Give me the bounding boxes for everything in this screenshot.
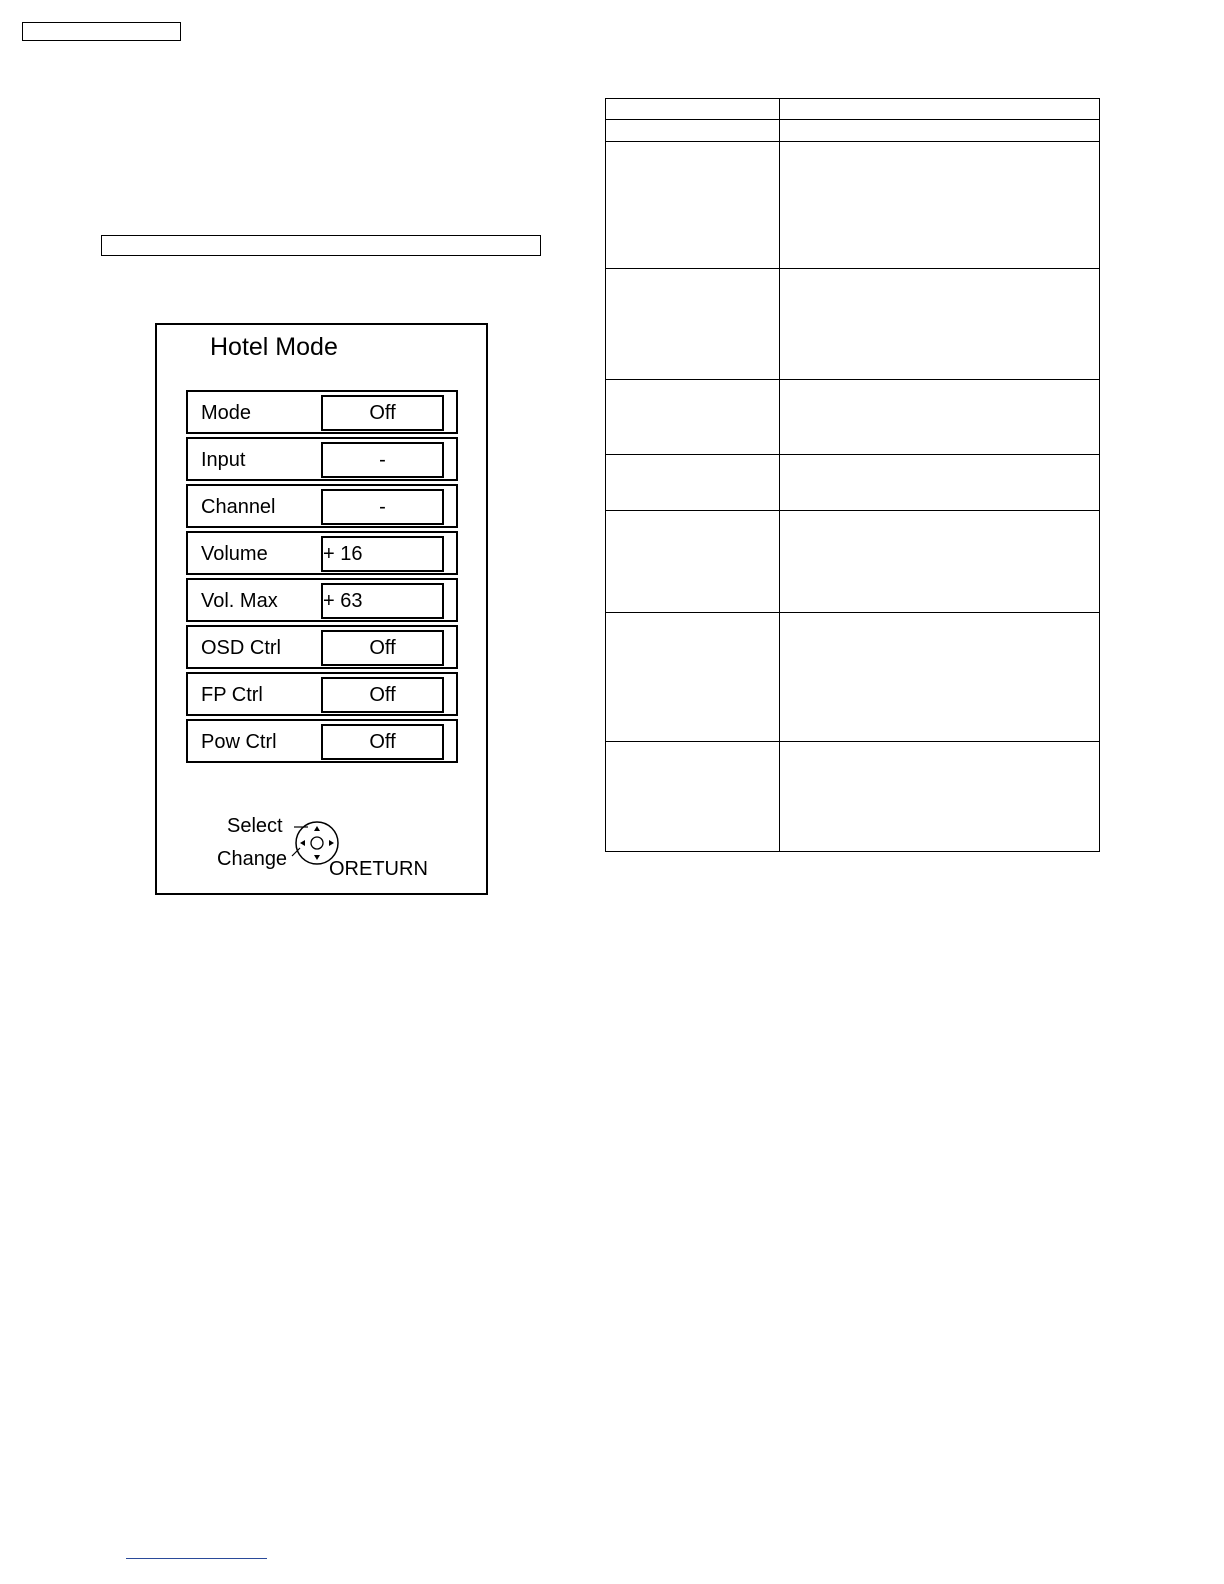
menu-title: Hotel Mode xyxy=(210,333,338,361)
row-value[interactable]: Off xyxy=(321,630,444,666)
table-row xyxy=(606,380,1100,455)
table-row xyxy=(606,613,1100,742)
row-label: OSD Ctrl xyxy=(201,637,281,659)
menu-row-fp-ctrl[interactable] xyxy=(186,672,458,716)
menu-row-volume[interactable] xyxy=(186,531,458,575)
row-value[interactable]: Off xyxy=(321,395,444,431)
row-label: Volume xyxy=(201,543,268,565)
row-value[interactable]: Off xyxy=(321,724,444,760)
menu-row-channel[interactable] xyxy=(186,484,458,528)
description-table xyxy=(605,98,1100,852)
table-row xyxy=(606,455,1100,511)
row-label: FP Ctrl xyxy=(201,684,263,706)
row-label: Pow Ctrl xyxy=(201,731,277,753)
table-row xyxy=(606,269,1100,380)
table-row xyxy=(606,99,1100,120)
row-label: Input xyxy=(201,449,246,471)
change-hint: Change xyxy=(217,848,288,870)
menu-row-vol-max[interactable] xyxy=(186,578,458,622)
select-hint: Select xyxy=(227,815,283,837)
row-value[interactable]: + 16 xyxy=(321,536,444,572)
table-row xyxy=(606,742,1100,852)
footer-link-underline[interactable] xyxy=(126,1558,267,1559)
return-hint: ORETURN xyxy=(329,858,428,880)
section-heading-box xyxy=(101,235,541,256)
table-row xyxy=(606,142,1100,269)
row-label: Channel xyxy=(201,496,276,518)
row-value[interactable]: Off xyxy=(321,677,444,713)
table-row xyxy=(606,120,1100,142)
row-value[interactable]: - xyxy=(321,442,444,478)
menu-row-pow-ctrl[interactable] xyxy=(186,719,458,763)
row-label: Mode xyxy=(201,402,252,424)
menu-row-input[interactable] xyxy=(186,437,458,481)
table-row xyxy=(606,511,1100,613)
row-label: Vol. Max xyxy=(201,590,278,612)
header-label-box xyxy=(22,22,181,41)
row-value[interactable]: - xyxy=(321,489,444,525)
row-value[interactable]: + 63 xyxy=(321,583,444,619)
menu-row-osd-ctrl[interactable] xyxy=(186,625,458,669)
menu-row-mode[interactable] xyxy=(186,390,458,434)
